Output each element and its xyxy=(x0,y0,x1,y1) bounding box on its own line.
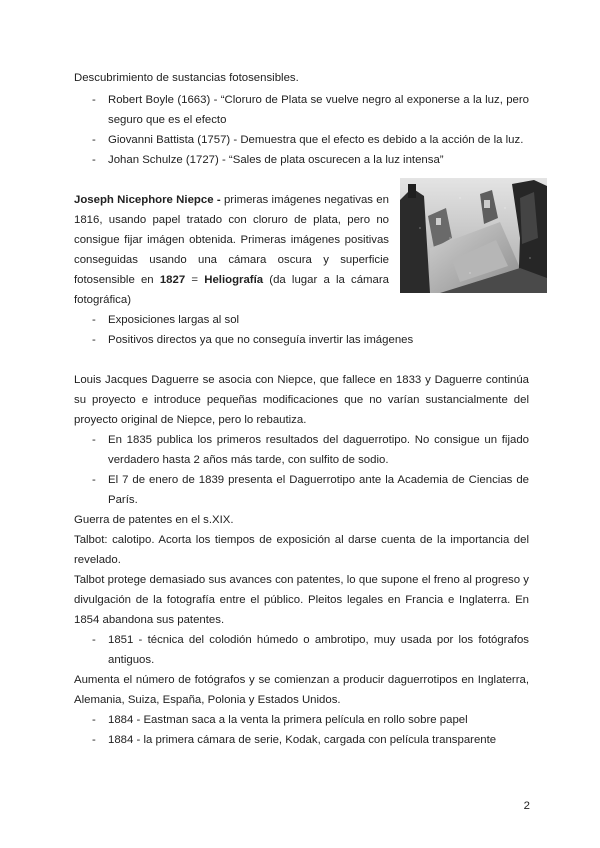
list-item-1851 xyxy=(92,630,529,670)
list-item-text: En 1835 publica los primeros resultados del daguerrotipo. No consigue un fijado verdadero hasta 2 años más tarde, con sulfito de sodio. xyxy=(108,434,529,466)
list-item-text: Positivos directos ya que no conseguía invertir las imágenes xyxy=(108,334,414,346)
list-item-text: 1851 - técnica del colodión húmedo o ambrotipo, muy usada por los fotógrafos antiguos. xyxy=(108,634,529,666)
niepce-paragraph xyxy=(74,190,389,310)
talbot-patents-paragraph: Talbot protege demasiado sus avances con patentes, lo que supone el freno al progreso y divulgación de la fotografía entre el público. Pleitos legales en Francia e Inglaterra. En 1854 abandona sus patentes. xyxy=(74,574,529,626)
list-item-boyle xyxy=(92,90,529,130)
list-item-1884-eastman xyxy=(92,710,529,730)
list-dash: - xyxy=(92,474,96,486)
list-item-1835 xyxy=(92,430,529,470)
list-dash: - xyxy=(92,634,96,646)
list-item-text: Giovanni Battista (1757) - Demuestra que el efecto es debido a la acción de la luz. xyxy=(108,134,524,146)
niepce-text-b: (da lugar a la cámara fotográfica) xyxy=(74,274,389,306)
list-item-1839 xyxy=(92,470,529,510)
list-item-1884-kodak xyxy=(92,730,529,750)
list-item-text: Exposiciones largas al sol xyxy=(108,314,240,326)
list-item-battista xyxy=(92,130,529,150)
heliograph-photo xyxy=(400,178,547,293)
niepce-name: Joseph Nicephore Niepce - xyxy=(74,194,221,206)
niepce-text-a: primeras imágenes negativas en 1816, usando papel tratado con cloruro de plata, pero no consigue fijar imágen obtenida. Primeras imágenes positivas conseguidas usando una cámara oscura y superficie fotosensible en xyxy=(74,194,389,286)
list-item-positives xyxy=(92,330,529,350)
list-dash: - xyxy=(92,734,96,746)
list-item-schulze xyxy=(92,150,529,170)
section-heading-photosensitive: Descubrimiento de sustancias fotosensibles. xyxy=(74,72,299,84)
page-number: 2 xyxy=(523,800,530,812)
list-dash: - xyxy=(92,714,96,726)
list-dash: - xyxy=(92,434,96,446)
list-dash: - xyxy=(92,154,96,166)
list-item-text: Johan Schulze (1727) - “Sales de plata oscurecen a la luz intensa” xyxy=(108,154,444,166)
niepce-equals: = xyxy=(185,274,205,286)
heliografia-term: Heliografía xyxy=(204,274,264,286)
list-item-exposures xyxy=(92,310,529,330)
list-item-text: Robert Boyle (1663) - “Cloruro de Plata se vuelve negro al exponerse a la luz, pero seguro que es el efecto xyxy=(108,94,529,126)
list-item-text: El 7 de enero de 1839 presenta el Daguerrotipo ante la Academia de Ciencias de París. xyxy=(108,474,529,506)
talbot-calotipo-paragraph: Talbot: calotipo. Acorta los tiempos de exposición al darse cuenta de la importancia del revelado. xyxy=(74,534,529,566)
patents-war-line: Guerra de patentes en el s.XIX. xyxy=(74,514,234,526)
list-dash: - xyxy=(92,134,96,146)
list-item-text: 1884 - Eastman saca a la venta la primera película en rollo sobre papel xyxy=(108,714,468,726)
list-dash: - xyxy=(92,314,96,326)
list-item-text: 1884 - la primera cámara de serie, Kodak, cargada con película transparente xyxy=(108,734,497,746)
list-dash: - xyxy=(92,334,96,346)
niepce-year: 1827 xyxy=(159,274,186,286)
daguerre-paragraph: Louis Jacques Daguerre se asocia con Niepce, que fallece en 1833 y Daguerre continúa su proyecto e introduce pequeñas modificaciones que no varían sustancialmente del proyecto original de Niepce, pero lo rebautiza. xyxy=(74,374,529,426)
list-dash: - xyxy=(92,94,96,106)
photographers-growth-paragraph: Aumenta el número de fotógrafos y se comienzan a producir daguerrotipos en Inglaterra, Alemania, Suiza, España, Polonia y Estados Unidos. xyxy=(74,674,529,706)
